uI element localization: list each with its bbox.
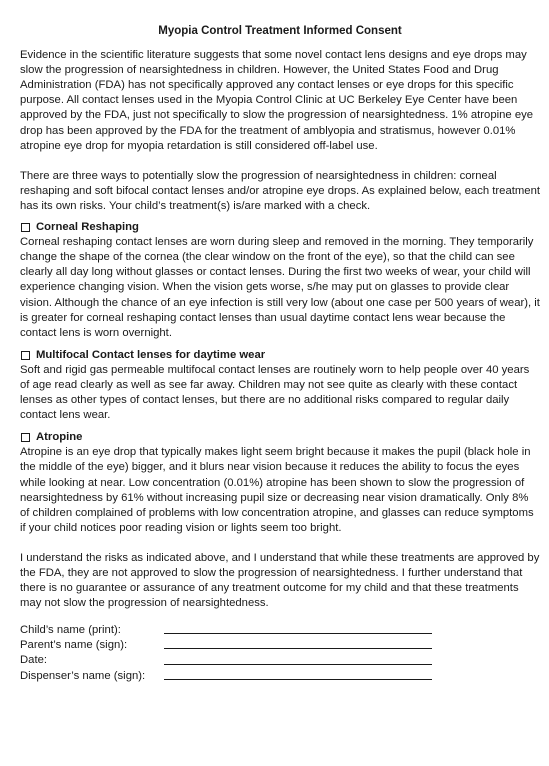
consent-form (20, 24, 540, 684)
section-heading-label: Atropine (36, 431, 83, 444)
section-multifocal (20, 348, 540, 423)
signature-line[interactable] (164, 636, 432, 649)
spacer (20, 154, 540, 169)
section-body: Soft and rigid gas permeable multifocal contact lenses are routinely worn to help people over 40 years of age read clearly as well as see far away. Children may not see quite as clearly with these contact lenses as other types of contact lenses, but there are no additional risks compared to regular daily contact lens wear. (20, 363, 530, 422)
section-heading-label: Corneal Reshaping (36, 221, 139, 234)
section-body: Corneal reshaping contact lenses are worn during sleep and removed in the morning. They temporarily change the shape of the cornea (the clear window on the front of the eye), so that the child can see clearly all day long without glasses or contact lenses. During the first two weeks of wear, your child will experience changing vision. When the vision gets worse, s/he may put on glasses to provide clear vision. Although the chance of an eye infection is still very low (about one case per 500 years of wear), it is greater for corneal reshaping contact lenses than usual daytime contact lens wear because the contact lens is worn overnight. (20, 236, 540, 339)
treatment-checkbox-multifocal[interactable] (21, 351, 30, 360)
acknowledgement-paragraph: I understand the risks as indicated above, and I understand that while these treatments are approved by the FDA, they are not approved to slow the progression of nearsightedness. I further understand that there is no guarantee or assurance of any treatment outcome for my child and that these treatments may not slow the progression of nearsightedness. (20, 551, 540, 610)
treatment-checkbox-corneal-reshaping[interactable] (21, 223, 30, 232)
page-title: Myopia Control Treatment Informed Consent (158, 25, 402, 37)
signature-label: Date: (20, 654, 48, 667)
signature-row-dispenser (20, 669, 540, 684)
overview-paragraph: There are three ways to potentially slow the progression of nearsightedness in children: corneal reshaping and soft bifocal contact lenses and/or atropine eye drops. As explained below, each treatment has its own risks. Your child’s treatment(s) is/are marked with a check. (20, 169, 540, 212)
signature-line[interactable] (164, 667, 432, 680)
signature-label: Child’s name (print): (20, 624, 121, 637)
section-body: Atropine is an eye drop that typically makes light seem bright because it makes the pupil (black hole in the middle of the eye) bigger, and it blurs near vision because it reduces the ability to focus the eyes while looking at near. Low concentration (0.01%) atropine has been shown to slow the progression of nearsightedness by 61% without increasing pupil size or decreasing near vision dramatically. Only 8% of children complained of problems with low concentration atropine, and glasses can reduce symptoms if your child notices poor reading vision or lights seem too bright. (20, 446, 534, 534)
intro-paragraph: Evidence in the scientific literature suggests that some novel contact lens designs and eye drops may slow the progression of nearsightedness in children. However, the United States Food and Drug Administration (FDA) has not specifically approved any contact lenses or eye drops for this specific purpose. All contact lenses used in the Myopia Control Clinic at UC Berkeley Eye Center have been approved by the FDA, just not specifically to slow the progression of nearsightedness. 1% atropine eye drop has been approved by the FDA for the treatment of amblyopia and stratismus, however 0.01% atropine eye drop for myopia retardation is still considered off-label use. (20, 49, 534, 152)
treatment-checkbox-atropine[interactable] (21, 433, 30, 442)
section-heading-label: Multifocal Contact lenses for daytime wear (36, 348, 266, 361)
section-corneal-reshaping (20, 220, 540, 341)
signature-line[interactable] (164, 621, 432, 634)
signature-label: Dispenser’s name (sign): (20, 669, 146, 682)
signature-label: Parent’s name (sign): (20, 639, 128, 652)
signature-block (20, 623, 540, 683)
signature-line[interactable] (164, 652, 432, 665)
section-atropine (20, 430, 540, 536)
